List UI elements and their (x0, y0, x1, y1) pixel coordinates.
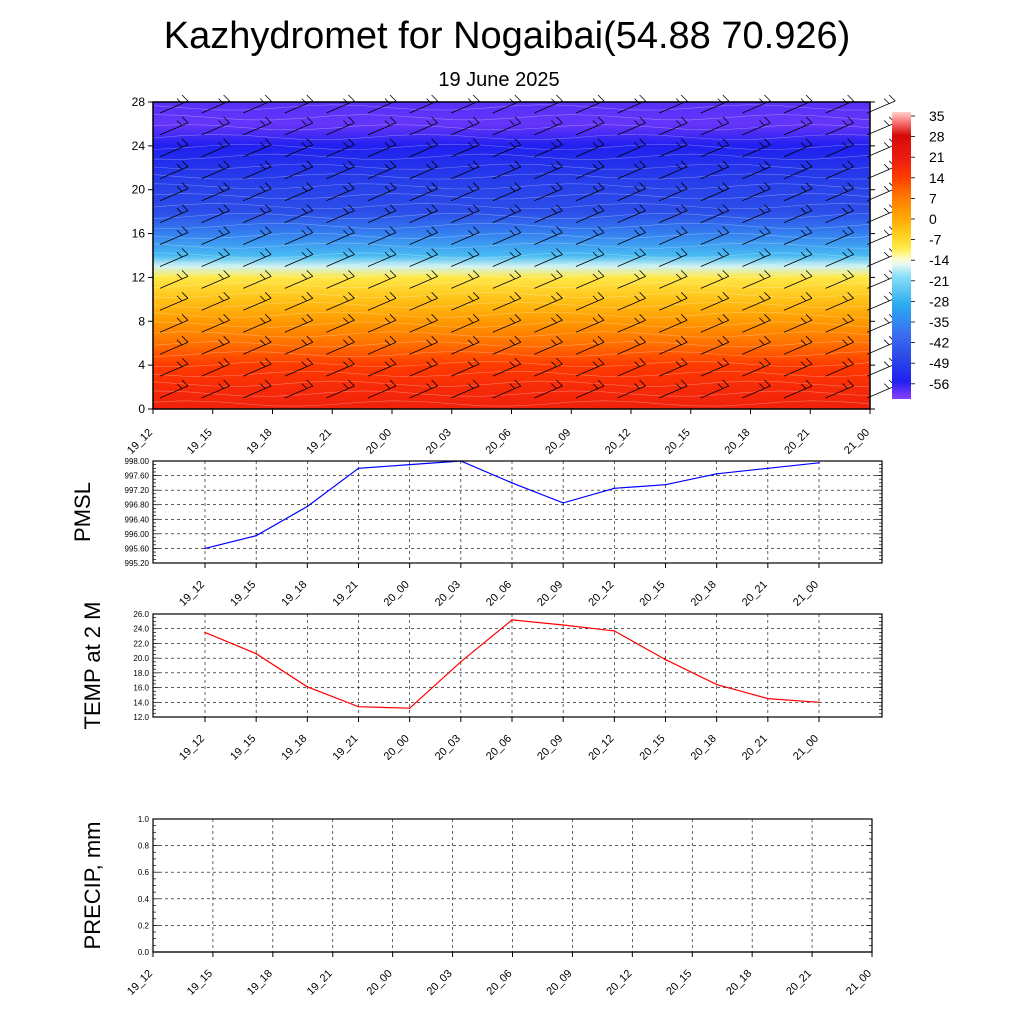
x-tick-label: 20_21 (739, 578, 770, 609)
cross-section-panel (125, 95, 895, 457)
y-tick-label: 18.0 (133, 668, 149, 678)
data-point (255, 653, 257, 655)
x-tick-label: 20_03 (432, 732, 463, 763)
data-point (460, 661, 462, 663)
x-tick-label: 20_15 (637, 732, 668, 763)
x-tick-label: 19_15 (184, 967, 216, 998)
x-tick-label: 20_21 (782, 426, 813, 457)
x-tick-label: 20_06 (484, 967, 515, 998)
data-point (767, 698, 769, 700)
x-tick-label: 19_12 (177, 732, 208, 763)
y-tick-label: 0 (138, 402, 145, 416)
wind-barb (867, 314, 895, 332)
x-tick-label: 20_12 (586, 732, 617, 763)
wind-barb (867, 358, 895, 376)
x-tick-label: 19_18 (244, 426, 275, 457)
x-tick-label: 20_15 (637, 578, 668, 609)
y-tick-label: 997.20 (124, 486, 149, 496)
x-tick-label: 19_15 (184, 426, 215, 457)
x-tick-label: 20_21 (739, 732, 770, 763)
x-tick-label: 20_18 (724, 967, 755, 998)
x-tick-label: 20_03 (423, 426, 454, 457)
precip-panel (80, 815, 874, 998)
x-tick-label: 19_12 (177, 578, 208, 609)
y-axis-label: PRECIP, mm (80, 821, 105, 950)
data-point (358, 706, 360, 708)
colorbar-labels (911, 108, 949, 392)
x-tick-label: 21_00 (791, 578, 822, 609)
x-tick-label: 21_00 (791, 732, 822, 763)
data-point (255, 535, 257, 537)
y-tick-label: 998.00 (124, 457, 149, 466)
panel-frame (153, 461, 882, 563)
y-axis-label: TEMP at 2 M (80, 601, 105, 730)
wind-barb (867, 161, 895, 179)
y-tick-label: 996.00 (124, 529, 149, 539)
data-point (716, 684, 718, 686)
x-tick-label: 20_09 (535, 578, 566, 609)
x-tick-label: 20_15 (664, 967, 695, 998)
page-title: Kazhydromet for Nogaibai(54.88 70.926) (163, 15, 851, 57)
colorbar-label: -35 (929, 314, 950, 330)
data-point (767, 468, 769, 470)
x-tick-label: 20_12 (603, 426, 634, 457)
panel-frame (153, 614, 882, 717)
data-point (307, 506, 309, 508)
x-tick-label: 20_18 (688, 732, 719, 763)
y-tick-label: 24.0 (133, 624, 149, 634)
x-tick-label: 19_18 (279, 578, 310, 609)
x-tick-label: 20_00 (381, 578, 412, 609)
y-tick-label: 995.20 (124, 559, 149, 568)
x-tick-label: 20_09 (543, 426, 574, 457)
x-tick-label: 20_09 (535, 732, 566, 763)
x-tick-label: 21_00 (842, 426, 873, 457)
x-tick-label: 19_15 (228, 578, 259, 609)
x-tick-label: 21_00 (844, 967, 875, 998)
y-tick-label: 8 (138, 314, 145, 329)
data-point (716, 473, 718, 475)
colorbar-label: -56 (929, 375, 950, 392)
x-tick-label: 19_21 (330, 732, 361, 763)
x-tick-label: 19_21 (330, 578, 361, 609)
x-tick-label: 20_00 (381, 732, 412, 763)
temperature-colorbar (892, 108, 949, 399)
wind-barb (867, 336, 895, 354)
wind-barb (867, 227, 895, 245)
y-tick-label: 24 (131, 138, 145, 153)
x-tick-label: 19_21 (304, 967, 335, 998)
data-point (511, 619, 513, 621)
x-tick-label: 20_21 (784, 967, 815, 998)
x-tick-label: 20_12 (586, 578, 617, 609)
y-tick-label: 0.2 (137, 921, 149, 931)
x-tick-label: 19_21 (304, 426, 335, 457)
data-point (409, 707, 411, 709)
y-tick-label: 4 (138, 358, 145, 373)
y-tick-label: 12.0 (133, 713, 149, 722)
wind-barb (867, 380, 895, 398)
x-tick-label: 20_06 (484, 732, 515, 763)
colorbar-body (892, 112, 911, 399)
y-tick-label: 26.0 (133, 610, 149, 619)
data-point (511, 482, 513, 484)
page-subtitle: 19 June 2025 (438, 69, 560, 91)
x-tick-label: 20_06 (483, 426, 514, 457)
y-tick-label: 996.80 (124, 500, 149, 510)
colorbar-label: -7 (929, 231, 942, 248)
x-tick-label: 20_18 (722, 426, 753, 457)
colorbar-label: 7 (929, 190, 937, 207)
x-tick-label: 20_00 (364, 967, 395, 998)
colorbar-label: 14 (929, 169, 945, 186)
data-point (562, 624, 564, 626)
y-tick-label: 0.0 (137, 948, 149, 957)
data-point (614, 630, 616, 632)
x-tick-label: 19_15 (228, 732, 259, 763)
x-tick-label: 19_18 (279, 732, 310, 763)
wind-barb (867, 95, 895, 113)
x-tick-label: 20_03 (432, 578, 463, 609)
x-tick-label: 19_12 (125, 967, 156, 998)
data-point (665, 659, 667, 661)
y-tick-label: 1.0 (137, 815, 149, 824)
y-tick-label: 20 (131, 182, 145, 197)
wind-barb (867, 183, 895, 201)
data-point (818, 702, 820, 704)
colorbar-label: -21 (929, 272, 950, 289)
y-tick-label: 0.8 (137, 841, 149, 851)
data-point (562, 502, 564, 504)
colorbar-label: 21 (929, 149, 945, 166)
data-point (818, 462, 820, 464)
data-point (307, 686, 309, 688)
colorbar-label: -49 (929, 355, 950, 372)
x-tick-label: 19_12 (125, 426, 156, 457)
data-point (204, 548, 206, 550)
data-point (204, 632, 206, 634)
wind-barb (867, 205, 895, 223)
colorbar-label: 35 (929, 108, 945, 124)
y-tick-label: 16 (131, 226, 145, 241)
colorbar-label: -42 (929, 334, 950, 351)
y-tick-label: 997.60 (124, 471, 149, 481)
wind-barb (867, 139, 895, 157)
y-tick-label: 0.6 (137, 868, 149, 878)
data-point (358, 468, 360, 470)
y-tick-label: 0.4 (137, 894, 149, 904)
y-tick-label: 16.0 (133, 683, 149, 693)
y-tick-label: 28 (131, 95, 145, 109)
data-point (614, 488, 616, 490)
x-tick-label: 20_00 (364, 426, 395, 457)
y-tick-label: 12 (131, 270, 145, 285)
x-tick-label: 20_15 (662, 426, 693, 457)
colorbar-label: -14 (929, 252, 950, 269)
wind-barb (867, 292, 895, 310)
y-axis-label: PMSL (70, 482, 95, 542)
y-tick-label: 22.0 (133, 639, 149, 649)
x-tick-label: 19_18 (244, 967, 275, 998)
y-tick-label: 20.0 (133, 654, 149, 664)
y-tick-label: 995.60 (124, 544, 149, 554)
data-point (409, 464, 411, 466)
temp-panel (80, 602, 882, 763)
wind-barb (867, 117, 895, 135)
x-tick-label: 20_12 (604, 967, 635, 998)
y-tick-label: 996.40 (124, 515, 149, 525)
wind-barb (867, 270, 895, 288)
x-tick-label: 20_06 (484, 578, 515, 609)
y-tick-label: 14.0 (133, 698, 149, 708)
colorbar-label: 28 (929, 128, 945, 145)
colorbar-label: 0 (929, 211, 937, 227)
data-point (665, 484, 667, 486)
x-tick-label: 20_03 (424, 967, 455, 998)
colorbar-label: -28 (929, 293, 950, 310)
x-tick-label: 20_09 (544, 967, 575, 998)
wind-barb (867, 249, 895, 267)
pmsl-panel (70, 457, 882, 609)
x-tick-label: 20_18 (688, 578, 719, 609)
